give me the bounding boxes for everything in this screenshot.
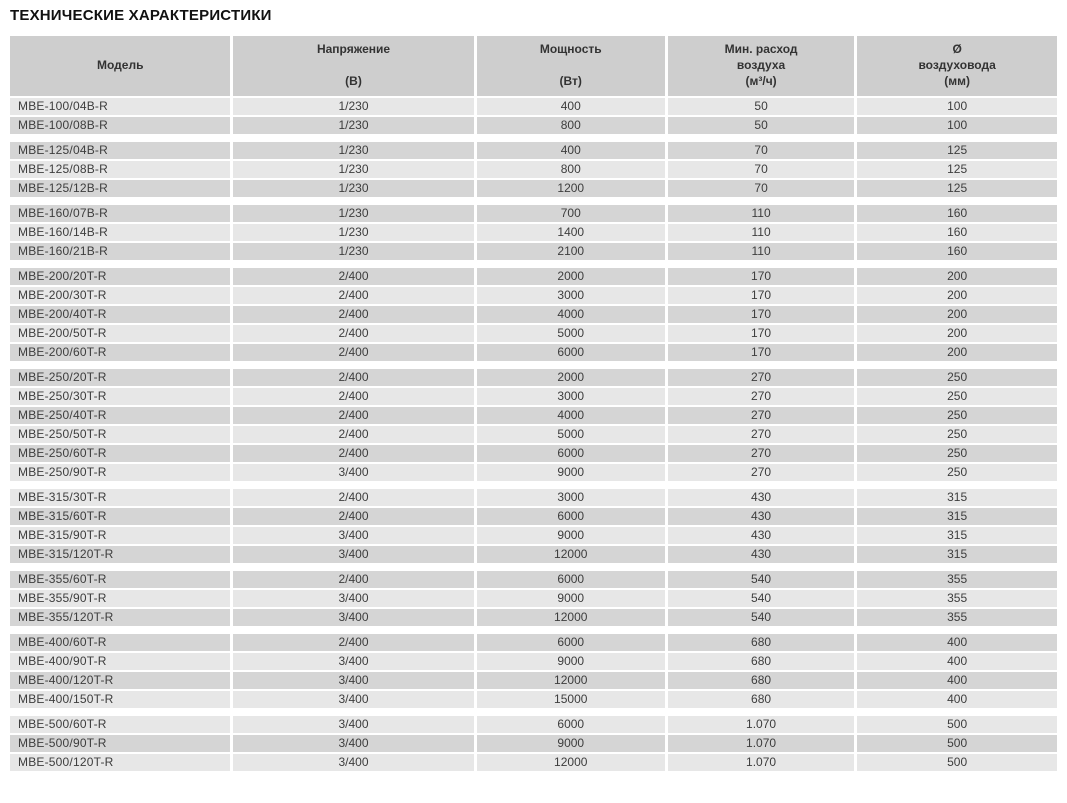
cell-diameter: 315 <box>857 508 1057 525</box>
cell-model: MBE-315/30T-R <box>10 489 230 506</box>
header-cell-power <box>477 36 665 96</box>
cell-model: MBE-100/04B-R <box>10 98 230 115</box>
table-row <box>10 508 1057 525</box>
table-row <box>10 180 1057 197</box>
cell-airflow: 270 <box>668 407 854 424</box>
cell-airflow: 540 <box>668 590 854 607</box>
cell-model: MBE-200/30T-R <box>10 287 230 304</box>
cell-diameter: 500 <box>857 754 1057 771</box>
cell-diameter: 315 <box>857 489 1057 506</box>
group-separator <box>10 199 1057 203</box>
cell-diameter: 250 <box>857 445 1057 462</box>
cell-power: 3000 <box>477 287 665 304</box>
cell-model: MBE-125/04B-R <box>10 142 230 159</box>
cell-voltage: 2/400 <box>233 634 473 651</box>
cell-airflow: 1.070 <box>668 716 854 733</box>
cell-airflow: 680 <box>668 653 854 670</box>
cell-model: MBE-315/90T-R <box>10 527 230 544</box>
table-row <box>10 590 1057 607</box>
cell-model: MBE-100/08B-R <box>10 117 230 134</box>
group-separator <box>10 628 1057 632</box>
cell-model: MBE-315/120T-R <box>10 546 230 563</box>
group-separator <box>10 136 1057 140</box>
header-line: Мощность <box>539 42 602 56</box>
cell-diameter: 400 <box>857 672 1057 689</box>
cell-power: 1400 <box>477 224 665 241</box>
table-row <box>10 464 1057 481</box>
table-row <box>10 754 1057 771</box>
cell-diameter: 355 <box>857 571 1057 588</box>
table-row <box>10 224 1057 241</box>
cell-model: MBE-355/60T-R <box>10 571 230 588</box>
cell-airflow: 430 <box>668 489 854 506</box>
cell-airflow: 170 <box>668 344 854 361</box>
cell-airflow: 170 <box>668 268 854 285</box>
cell-model: MBE-315/60T-R <box>10 508 230 525</box>
cell-voltage: 1/230 <box>233 117 473 134</box>
header-line: (В) <box>345 74 362 88</box>
table-row <box>10 287 1057 304</box>
cell-airflow: 430 <box>668 546 854 563</box>
cell-model: MBE-160/21B-R <box>10 243 230 260</box>
table-row <box>10 546 1057 563</box>
table-row <box>10 325 1057 342</box>
page-title: ТЕХНИЧЕСКИЕ ХАРАКТЕРИСТИКИ <box>10 7 272 24</box>
cell-voltage: 1/230 <box>233 205 473 222</box>
header-row <box>10 36 1057 96</box>
group-separator <box>10 363 1057 367</box>
table-row <box>10 388 1057 405</box>
cell-power: 6000 <box>477 508 665 525</box>
cell-diameter: 160 <box>857 224 1057 241</box>
cell-model: MBE-500/60T-R <box>10 716 230 733</box>
cell-voltage: 3/400 <box>233 464 473 481</box>
cell-power: 3000 <box>477 388 665 405</box>
cell-voltage: 2/400 <box>233 306 473 323</box>
table-row <box>10 142 1057 159</box>
table-row <box>10 306 1057 323</box>
cell-voltage: 2/400 <box>233 369 473 386</box>
cell-airflow: 430 <box>668 527 854 544</box>
cell-voltage: 3/400 <box>233 527 473 544</box>
cell-power: 3000 <box>477 489 665 506</box>
cell-airflow: 270 <box>668 369 854 386</box>
cell-diameter: 100 <box>857 98 1057 115</box>
cell-voltage: 2/400 <box>233 344 473 361</box>
cell-voltage: 2/400 <box>233 445 473 462</box>
cell-power: 6000 <box>477 716 665 733</box>
cell-diameter: 125 <box>857 142 1057 159</box>
cell-diameter: 125 <box>857 180 1057 197</box>
cell-airflow: 110 <box>668 243 854 260</box>
header-line: (Вт) <box>559 74 582 88</box>
header-line: (м³/ч) <box>745 74 777 88</box>
cell-power: 400 <box>477 98 665 115</box>
cell-power: 1200 <box>477 180 665 197</box>
cell-power: 800 <box>477 161 665 178</box>
cell-voltage: 3/400 <box>233 590 473 607</box>
cell-power: 9000 <box>477 527 665 544</box>
cell-diameter: 160 <box>857 243 1057 260</box>
cell-power: 9000 <box>477 590 665 607</box>
cell-diameter: 355 <box>857 590 1057 607</box>
cell-diameter: 315 <box>857 546 1057 563</box>
table-row <box>10 426 1057 443</box>
header-line: воздуховода <box>918 58 996 72</box>
cell-power: 5000 <box>477 325 665 342</box>
cell-diameter: 100 <box>857 117 1057 134</box>
header-cell-diameter <box>857 36 1057 96</box>
cell-model: MBE-160/07B-R <box>10 205 230 222</box>
cell-voltage: 2/400 <box>233 508 473 525</box>
header-line: Модель <box>96 58 144 72</box>
cell-airflow: 110 <box>668 224 854 241</box>
cell-diameter: 160 <box>857 205 1057 222</box>
cell-diameter: 250 <box>857 388 1057 405</box>
cell-airflow: 50 <box>668 98 854 115</box>
table-row <box>10 691 1057 708</box>
cell-model: MBE-400/150T-R <box>10 691 230 708</box>
cell-airflow: 170 <box>668 306 854 323</box>
cell-model: MBE-250/30T-R <box>10 388 230 405</box>
cell-model: MBE-250/40T-R <box>10 407 230 424</box>
cell-voltage: 2/400 <box>233 268 473 285</box>
cell-power: 9000 <box>477 653 665 670</box>
cell-voltage: 2/400 <box>233 426 473 443</box>
table-row <box>10 672 1057 689</box>
cell-voltage: 3/400 <box>233 546 473 563</box>
header-line: Мин. расход <box>724 42 798 56</box>
cell-voltage: 2/400 <box>233 489 473 506</box>
cell-diameter: 200 <box>857 325 1057 342</box>
cell-voltage: 1/230 <box>233 161 473 178</box>
header-cell-model <box>10 36 230 96</box>
cell-power: 2000 <box>477 369 665 386</box>
table-row <box>10 161 1057 178</box>
cell-diameter: 500 <box>857 716 1057 733</box>
cell-model: MBE-200/60T-R <box>10 344 230 361</box>
cell-airflow: 680 <box>668 672 854 689</box>
cell-diameter: 200 <box>857 306 1057 323</box>
specs-table <box>7 34 1060 773</box>
table-row <box>10 571 1057 588</box>
cell-airflow: 680 <box>668 691 854 708</box>
cell-model: MBE-200/50T-R <box>10 325 230 342</box>
header-line: (мм) <box>944 74 970 88</box>
cell-diameter: 250 <box>857 464 1057 481</box>
cell-model: MBE-125/12B-R <box>10 180 230 197</box>
table-row <box>10 268 1057 285</box>
table-row <box>10 735 1057 752</box>
table-row <box>10 445 1057 462</box>
cell-diameter: 400 <box>857 653 1057 670</box>
cell-airflow: 1.070 <box>668 735 854 752</box>
table-row <box>10 489 1057 506</box>
cell-model: MBE-200/40T-R <box>10 306 230 323</box>
cell-voltage: 3/400 <box>233 609 473 626</box>
header-line: Напряжение <box>316 42 391 56</box>
cell-power: 4000 <box>477 407 665 424</box>
cell-power: 15000 <box>477 691 665 708</box>
table-row <box>10 634 1057 651</box>
cell-airflow: 170 <box>668 287 854 304</box>
cell-voltage: 2/400 <box>233 287 473 304</box>
cell-power: 800 <box>477 117 665 134</box>
cell-airflow: 1.070 <box>668 754 854 771</box>
cell-model: MBE-250/60T-R <box>10 445 230 462</box>
header-cell-airflow <box>668 36 854 96</box>
table-header <box>10 36 1057 96</box>
cell-power: 4000 <box>477 306 665 323</box>
group-separator <box>10 483 1057 487</box>
table-row <box>10 243 1057 260</box>
cell-model: MBE-355/120T-R <box>10 609 230 626</box>
cell-voltage: 1/230 <box>233 98 473 115</box>
table-row <box>10 527 1057 544</box>
cell-voltage: 2/400 <box>233 388 473 405</box>
cell-voltage: 3/400 <box>233 754 473 771</box>
cell-model: MBE-160/14B-R <box>10 224 230 241</box>
cell-model: MBE-250/20T-R <box>10 369 230 386</box>
cell-model: MBE-200/20T-R <box>10 268 230 285</box>
cell-power: 12000 <box>477 672 665 689</box>
cell-voltage: 1/230 <box>233 224 473 241</box>
cell-power: 6000 <box>477 445 665 462</box>
cell-model: MBE-125/08B-R <box>10 161 230 178</box>
cell-airflow: 270 <box>668 464 854 481</box>
cell-diameter: 400 <box>857 691 1057 708</box>
cell-power: 9000 <box>477 735 665 752</box>
cell-diameter: 250 <box>857 407 1057 424</box>
group-separator <box>10 262 1057 266</box>
cell-power: 700 <box>477 205 665 222</box>
cell-power: 400 <box>477 142 665 159</box>
cell-voltage: 3/400 <box>233 691 473 708</box>
header-line: Ø <box>952 42 962 56</box>
cell-power: 2100 <box>477 243 665 260</box>
table-row <box>10 344 1057 361</box>
cell-airflow: 70 <box>668 161 854 178</box>
table-row <box>10 653 1057 670</box>
cell-power: 9000 <box>477 464 665 481</box>
cell-airflow: 110 <box>668 205 854 222</box>
cell-voltage: 1/230 <box>233 180 473 197</box>
cell-airflow: 270 <box>668 426 854 443</box>
cell-airflow: 70 <box>668 180 854 197</box>
cell-voltage: 1/230 <box>233 142 473 159</box>
cell-diameter: 250 <box>857 369 1057 386</box>
cell-voltage: 3/400 <box>233 672 473 689</box>
cell-diameter: 250 <box>857 426 1057 443</box>
cell-power: 12000 <box>477 609 665 626</box>
cell-voltage: 3/400 <box>233 716 473 733</box>
group-separator <box>10 565 1057 569</box>
group-separator <box>10 710 1057 714</box>
cell-model: MBE-400/90T-R <box>10 653 230 670</box>
cell-airflow: 430 <box>668 508 854 525</box>
table-row <box>10 407 1057 424</box>
cell-power: 12000 <box>477 546 665 563</box>
cell-power: 6000 <box>477 634 665 651</box>
cell-model: MBE-355/90T-R <box>10 590 230 607</box>
cell-airflow: 270 <box>668 445 854 462</box>
cell-airflow: 50 <box>668 117 854 134</box>
cell-model: MBE-500/120T-R <box>10 754 230 771</box>
cell-power: 6000 <box>477 344 665 361</box>
cell-voltage: 3/400 <box>233 735 473 752</box>
cell-voltage: 2/400 <box>233 407 473 424</box>
cell-airflow: 170 <box>668 325 854 342</box>
cell-power: 2000 <box>477 268 665 285</box>
cell-airflow: 70 <box>668 142 854 159</box>
table-row <box>10 369 1057 386</box>
cell-power: 6000 <box>477 571 665 588</box>
cell-diameter: 125 <box>857 161 1057 178</box>
cell-model: MBE-500/90T-R <box>10 735 230 752</box>
cell-power: 12000 <box>477 754 665 771</box>
table-body <box>10 98 1057 771</box>
table-row <box>10 716 1057 733</box>
cell-diameter: 355 <box>857 609 1057 626</box>
table-row <box>10 205 1057 222</box>
cell-model: MBE-400/60T-R <box>10 634 230 651</box>
cell-diameter: 500 <box>857 735 1057 752</box>
cell-power: 5000 <box>477 426 665 443</box>
cell-diameter: 315 <box>857 527 1057 544</box>
cell-model: MBE-250/90T-R <box>10 464 230 481</box>
header-line <box>237 60 469 72</box>
header-cell-voltage <box>233 36 473 96</box>
cell-voltage: 2/400 <box>233 325 473 342</box>
cell-airflow: 680 <box>668 634 854 651</box>
header-line <box>481 60 661 72</box>
cell-airflow: 540 <box>668 571 854 588</box>
table-row <box>10 117 1057 134</box>
cell-model: MBE-400/120T-R <box>10 672 230 689</box>
cell-diameter: 200 <box>857 287 1057 304</box>
cell-voltage: 2/400 <box>233 571 473 588</box>
table-row <box>10 98 1057 115</box>
cell-diameter: 400 <box>857 634 1057 651</box>
cell-diameter: 200 <box>857 268 1057 285</box>
table-row <box>10 609 1057 626</box>
cell-voltage: 1/230 <box>233 243 473 260</box>
cell-airflow: 270 <box>668 388 854 405</box>
cell-diameter: 200 <box>857 344 1057 361</box>
cell-model: MBE-250/50T-R <box>10 426 230 443</box>
cell-airflow: 540 <box>668 609 854 626</box>
header-line: воздуха <box>736 58 786 72</box>
cell-voltage: 3/400 <box>233 653 473 670</box>
